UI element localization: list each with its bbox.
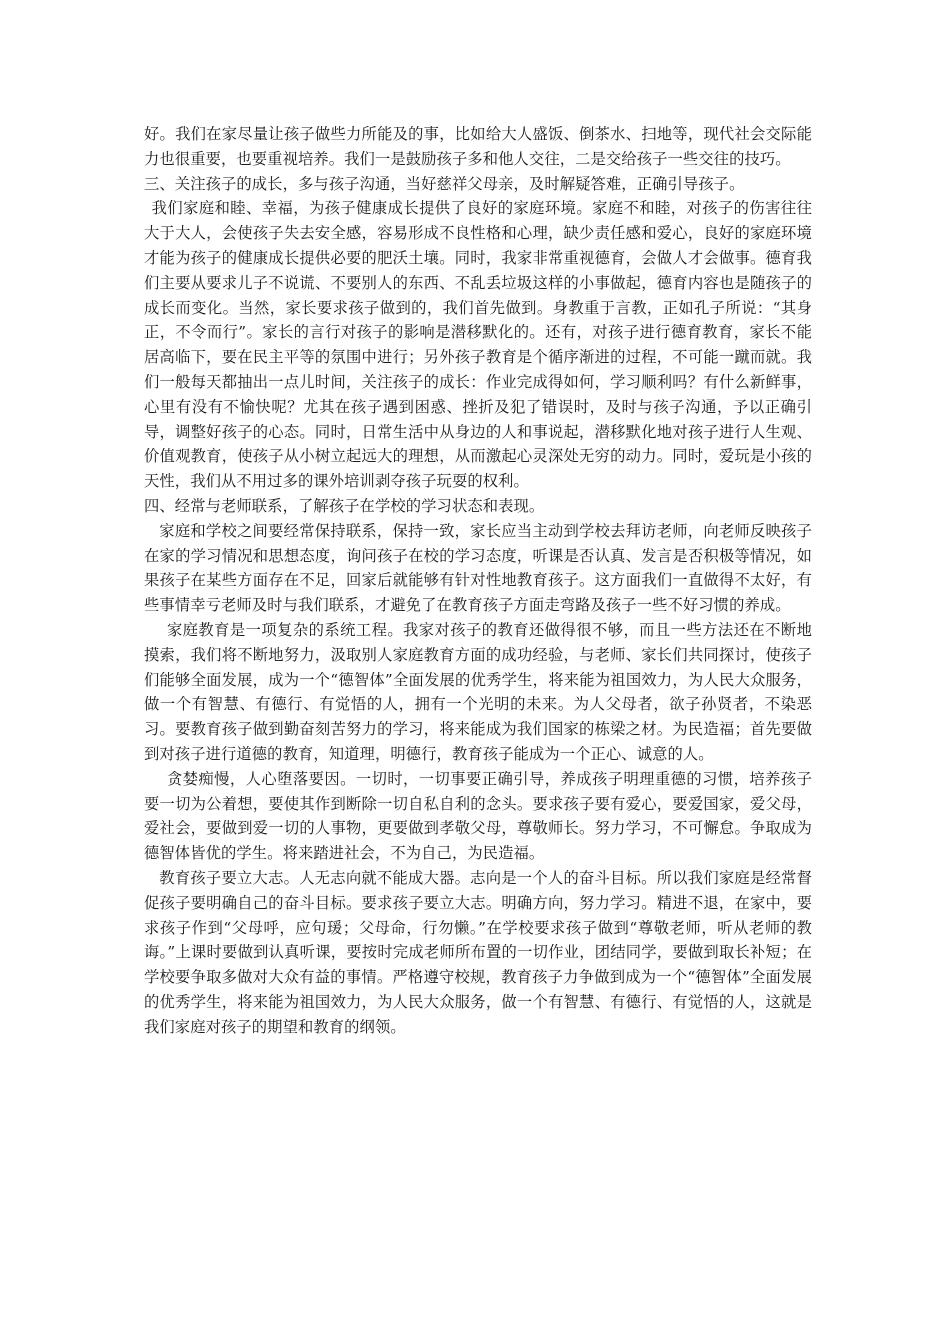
paragraph-family-harmony: 我们家庭和睦、幸福，为孩子健康成长提供了良好的家庭环境。家庭不和睦，对孩子的伤害往往大于大人，会使孩子失去安全感，容易形成不良性格和心理，缺少责任感和爱心，良好的家庭环境才能为孩子的健康成长提供必要的肥沃土壤。同时，我家非常重视德育，会做人才会做事。德育我们主要从要求儿子不说谎、不要别人的东西、不乱丢垃圾这样的小事做起，德育内容也是随孩子的成长而变化。当然，家长要求孩子做到的，我们首先做到。身教重于言教，正如孔子所说：“其身正，不令而行”。家长的言行对孩子的影响是潜移默化的。还有，对孩子进行德育教育，家长不能居高临下，要在民主平等的氛围中进行；另外孩子教育是个循序渐进的过程，不可能一蹴而就。我们一般每天都抽出一点儿时间，关注孩子的成长：作业完成得如何，学习顺利吗？有什么新鲜事，心里有没有不愉快呢？尤其在孩子遇到困惑、挫折及犯了错误时，及时与孩子沟通，予以正确引导，调整好孩子的心态。同时，日常生活中从身边的人和事说起，潜移默化地对孩子进行人生观、价值观教育，使孩子从小树立起远大的理想，从而激起心灵深处无穷的动力。同时，爱玩是小孩的天性，我们从不用过多的课外培训剥夺孩子玩耍的权利。 — [144, 199, 812, 491]
section-heading-4: 四、经常与老师联系，了解孩子在学校的学习状态和表现。 — [144, 496, 545, 515]
paragraph-continuation: 好。我们在家尽量让孩子做些力所能及的事，比如给大人盛饭、倒茶水、扫地等，现代社会交际能力也很重要，也要重视培养。我们一是鼓励孩子多和他人交往，二是交给孩子一些交往的技巧。 — [144, 125, 812, 168]
paragraph-school-contact: 家庭和学校之间要经常保持联系，保持一致，家长应当主动到学校去拜访老师，向老师反映孩子在家的学习情况和思想态度，询问孩子在校的学习态度，听课是否认真、发言是否积极等情况，如果孩子在某些方面存在不足，回家后就能够有针对性地教育孩子。这方面我们一直做得不太好，有些事情幸亏老师及时与我们联系，才避免了在教育孩子方面走弯路及孩子一些不好习惯的养成。 — [144, 521, 812, 615]
paragraph-ambition: 教育孩子要立大志。人无志向就不能成大器。志向是一个人的奋斗目标。所以我们家庭是经常督促孩子要明确自己的奋斗目标。要求孩子要立大志。明确方向，努力学习。精进不退，在家中，要求孩子作到“父母呼，应句瑗；父母命，行勿懒。”在学校要求孩子做到“尊敬老师，听从老师的教诲。”上课时要做到认真听课，要按时完成老师所布置的一切作业，团结同学，要做到取长补短；在学校要争取多做对大众有益的事情。严格遵守校规，教育孩子力争做到成为一个“德智体”全面发展的优秀学生，将来能为祖国效力，为人民大众服务，做一个有智慧、有德行、有觉悟的人，这就是我们家庭对孩子的期望和教育的纲领。 — [144, 868, 812, 1036]
paragraph-moral-guidance: 贪婪痴慢，人心堕落要因。一切时，一切事要正确引导，养成孩子明理重德的习惯，培养孩子要一切为公着想，要使其作到断除一切自私自利的念头。要求孩子要有爱心，要爱国家，爱父母，爱社会，要做到爱一切的人事物，更要做到孝敬父母，尊敬师长。努力学习，不可懈怠。争取成为德智体皆优的学生。将来踏进社会，不为自己，为民造福。 — [144, 769, 812, 863]
document-body — [144, 122, 812, 1039]
paragraph-family-education: 家庭教育是一项复杂的系统工程。我家对孩子的教育还做得很不够，而且一些方法还在不断地摸索，我们将不断地努力，汲取别人家庭教育方面的成功经验，与老师、家长们共同探讨，使孩子们能够全面发展，成为一个“德智体”全面发展的优秀学生，将来能为祖国效力，为人民大众服务，做一个有智慧、有德行、有觉悟的人，拥有一个光明的未来。为人父母者，欲子孙贤者，不染恶习。要教育孩子做到勤奋刻苦努力的学习，将来能成为我们国家的栋梁之材。为民造福；首先要做到对孩子进行道德的教育，知道理，明德行，教育孩子能成为一个正心、诚意的人。 — [144, 620, 812, 763]
section-heading-3: 三、关注孩子的成长，多与孩子沟通，当好慈祥父母亲，及时解疑答难，正确引导孩子。 — [144, 174, 745, 193]
